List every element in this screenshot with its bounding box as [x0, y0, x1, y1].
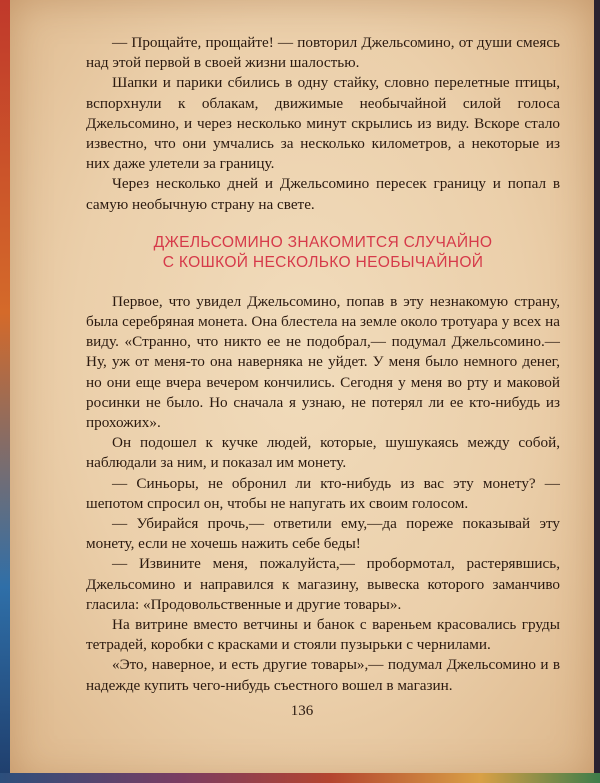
paragraph: Шапки и парики сбились в одну стайку, словно перелетные птицы, вспорхнули к облакам, движимые необычайной силой голоса Джельсомино, и через несколько минут скрылись из виду. Вскоре стало известно, что они умчались за несколько километров, а некоторые из них даже улетели за границу.	[86, 74, 560, 173]
book-page	[10, 0, 594, 783]
chapter-heading-line: С КОШКОЙ НЕСКОЛЬКО НЕОБЫЧАЙНОЙ	[162, 253, 484, 271]
paragraph: — Прощайте, прощайте! — повторил Джельсомино, от души смеясь над этой первой в своей жизни шалостью.	[86, 34, 560, 72]
paragraph: На витрине вместо ветчины и банок с вареньем красовались груды тетрадей, коробки с красками и стояли пузырьки с чернилами.	[86, 616, 560, 654]
chapter-heading-line: ДЖЕЛЬСОМИНО ЗНАКОМИТСЯ СЛУЧАЙНО	[153, 233, 493, 251]
book-spine-edge	[0, 0, 10, 783]
paragraph: — Убирайся прочь,— ответили ему,—да пореже показывай эту монету, если не хочешь нажить себе беды!	[86, 515, 560, 553]
paragraph: Через несколько дней и Джельсомино пересек границу и попал в самую необычную страну на свете.	[86, 175, 560, 213]
page-text	[86, 33, 560, 696]
page-number: 136	[290, 703, 314, 719]
paragraph: Первое, что увидел Джельсомино, попав в эту незнакомую страну, была серебряная монета. Она блестела на земле около тротуара у всех на виду. «Странно, что никто ее не подобрал,— подумал Джельсомино.— Ну, уж от меня-то она наверняка не уйдет. У меня было немного денег, но они еще вчера вечером кончились. Сегодня у меня во рту и маковой росинки не было. Но сначала я узнаю, не потерял ли ее кто-нибудь из прохожих».	[86, 292, 560, 432]
paragraph: Он подошел к кучке людей, которые, шушукаясь между собой, наблюдали за ним, и показал им монету.	[86, 434, 560, 472]
paragraph: «Это, наверное, и есть другие товары»,— подумал Джельсомино и в надежде купить чего-нибудь съестного вошел в магазин.	[86, 656, 560, 694]
paragraph: — Извините меня, пожалуйста,— пробормотал, растерявшись, Джельсомино и направился к магазину, вывеска которого заманчиво гласила: «Продовольственные и другие товары».	[86, 555, 560, 613]
book-bottom-edge	[0, 773, 600, 783]
chapter-heading	[86, 233, 560, 273]
paragraph: — Синьоры, не обронил ли кто-нибудь из вас эту монету? — шепотом спросил он, чтобы не напугать их своим голосом.	[86, 474, 560, 512]
